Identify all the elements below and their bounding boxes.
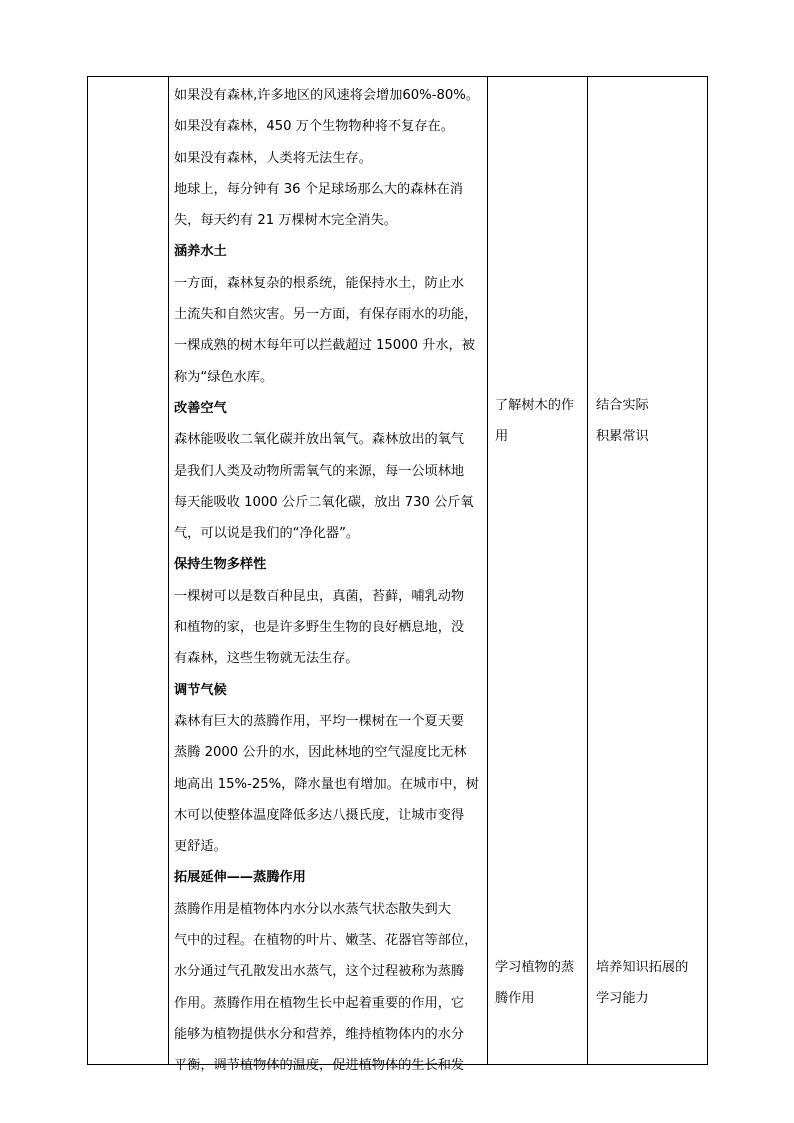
- content-line: 每天能吸收 1000 公斤二氧化碳，放出 730 公斤氧: [174, 494, 474, 510]
- content-line: 称为“绿色水库。: [174, 369, 274, 385]
- content-line: 蒸腾 2000 公升的水，因此林地的空气湿度比无林: [174, 745, 467, 761]
- teaching-content-column: [174, 80, 486, 1082]
- intent-note-1-line1: 结合实际: [596, 398, 649, 413]
- intent-note-1-line2: 积累常识: [596, 429, 649, 445]
- section-heading: 调节气候: [174, 682, 227, 698]
- section-heading: 保持生物多样性: [174, 557, 267, 573]
- content-line: 地球上，每分钟有 36 个足球场那么大的森林在消: [174, 181, 463, 197]
- section-heading: 改善空气: [174, 400, 227, 416]
- column-divider-2: [487, 76, 488, 1065]
- purpose-note-1: [495, 390, 574, 453]
- purpose-note-1-line1: 了解树木的作: [495, 398, 575, 413]
- section-heading: 拓展延伸——蒸腾作用: [174, 870, 306, 886]
- content-line: 是我们人类及动物所需氧气的来源，每一公顷林地: [174, 463, 465, 479]
- content-line: 如果没有森林，450 万个生物物种将不复存在。: [174, 119, 454, 135]
- content-line: 气中的过程。在植物的叶片、嫩茎、花器官等部位，: [174, 933, 478, 949]
- column-divider-1: [168, 76, 169, 1065]
- content-line: 森林能吸收二氧化碳并放出氧气。森林放出的氧气: [174, 432, 465, 448]
- purpose-note-1-line2: 用: [495, 429, 509, 445]
- content-line: 森林有巨大的蒸腾作用，平均一棵树在一个夏天要: [174, 713, 465, 729]
- intent-note-2: [596, 952, 688, 1015]
- content-line: 木可以使整体温度降低多达八摄氏度，让城市变得: [174, 807, 465, 823]
- content-line: 失，每天约有 21 万棵树木完全消失。: [174, 213, 397, 229]
- intent-note-1: [596, 390, 649, 453]
- content-line: 和植物的家，也是许多野生生物的良好栖息地，没: [174, 620, 465, 636]
- content-line: 能够为植物提供水分和营养，维持植物体内的水分: [174, 1026, 465, 1042]
- content-line: 地高出 15%-25%，降水量也有增加。在城市中，树: [174, 776, 479, 792]
- content-line: 一棵树可以是数百种昆虫，真菌，苔藓，哺乳动物: [174, 588, 465, 604]
- purpose-note-2: [495, 952, 574, 1015]
- column-divider-3: [587, 76, 588, 1065]
- intent-note-2-line1: 培养知识拓展的: [596, 960, 689, 975]
- content-line: 平衡，调节植物体的温度，促进植物体的生长和发: [174, 1058, 465, 1074]
- purpose-note-2-line1: 学习植物的蒸: [495, 960, 575, 975]
- content-line: 如果没有森林，人类将无法生存。: [174, 150, 372, 166]
- content-line: 更舒适。: [174, 839, 227, 855]
- intent-note-2-line2: 学习能力: [596, 991, 649, 1007]
- content-line: 有森林，这些生物就无法生存。: [174, 651, 359, 667]
- content-line: 如果没有森林,许多地区的风速将会增加60%-80%。: [174, 88, 479, 103]
- purpose-note-2-line2: 腾作用: [495, 991, 535, 1007]
- content-line: 水分通过气孔散发出水蒸气，这个过程被称为蒸腾: [174, 964, 465, 980]
- section-heading: 涵养水土: [174, 244, 227, 260]
- content-line: 气，可以说是我们的“净化器”。: [174, 526, 360, 542]
- content-line: 土流失和自然灾害。另一方面，有保存雨水的功能，: [174, 307, 478, 323]
- content-line: 作用。蒸腾作用在植物生长中起着重要的作用，它: [174, 995, 465, 1011]
- content-line: 一方面，森林复杂的根系统，能保持水土，防止水: [174, 275, 465, 291]
- content-line: 一棵成熟的树木每年可以拦截超过 15000 升水，被: [174, 338, 475, 354]
- content-line: 蒸腾作用是植物体内水分以水蒸气状态散失到大: [174, 901, 451, 917]
